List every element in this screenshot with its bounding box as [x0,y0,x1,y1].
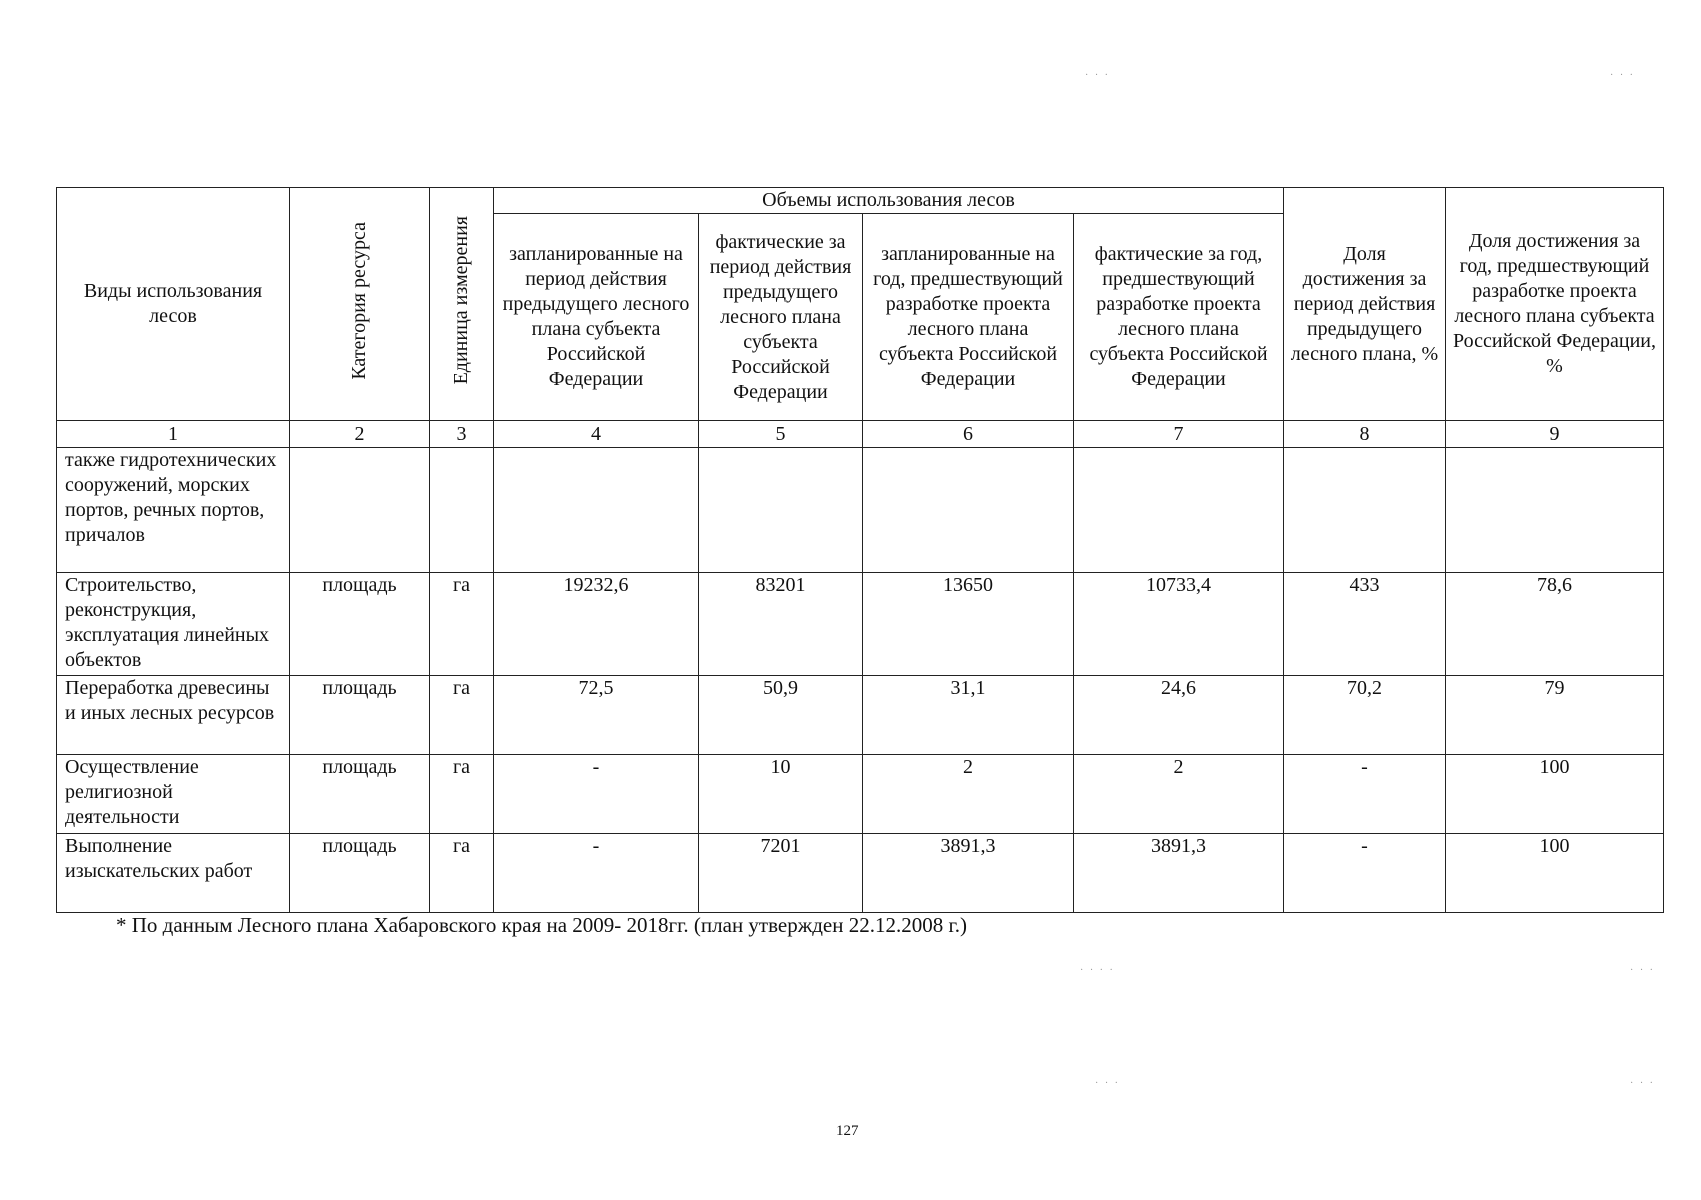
cell-share-year: 100 [1446,755,1664,834]
cell-planned-period: - [494,834,699,913]
cell-unit: га [430,573,494,676]
table-row [57,834,1664,913]
column-number: 2 [290,421,430,448]
page-number: 127 [836,1123,859,1139]
header-resource-category: Категория ресурса [290,188,430,421]
cell-actual-period: 10 [699,755,863,834]
column-number: 3 [430,421,494,448]
cell-actual-year: 10733,4 [1074,573,1284,676]
cell-planned-period: 19232,6 [494,573,699,676]
header-share-year: Доля достижения за год, предшествующий разработке проекта лесного плана субъекта Российской Федерации, % [1446,188,1664,421]
scan-artifact: · · · [1085,70,1110,81]
scan-artifact: · · · [1630,965,1655,976]
cell-actual-period: 50,9 [699,676,863,755]
cell-share-year [1446,448,1664,573]
header-planned-year: запланированные на год, предшествующий разработке проекта лесного плана субъекта Российской Федерации [863,214,1074,421]
cell-forest-use-type: Строительство, реконструкция, эксплуатация линейных объектов [57,573,290,676]
cell-actual-period: 7201 [699,834,863,913]
cell-forest-use-type: Осуществление религиозной деятельности [57,755,290,834]
scan-artifact: · · · [1610,70,1635,81]
scan-artifact: · · · [1630,1078,1655,1089]
cell-unit [430,448,494,573]
cell-unit: га [430,834,494,913]
table-row [57,448,1664,573]
cell-share-period: - [1284,834,1446,913]
cell-actual-year: 24,6 [1074,676,1284,755]
column-number: 6 [863,421,1074,448]
cell-share-period [1284,448,1446,573]
header-planned-period: запланированные на период действия предыдущего лесного плана субъекта Российской Федерации [494,214,699,421]
table-row [57,676,1664,755]
column-number: 5 [699,421,863,448]
column-number: 7 [1074,421,1284,448]
scan-artifact: · · · [1095,1078,1120,1089]
cell-resource-category: площадь [290,834,430,913]
cell-planned-year: 3891,3 [863,834,1074,913]
cell-resource-category [290,448,430,573]
cell-actual-year: 3891,3 [1074,834,1284,913]
cell-actual-year [1074,448,1284,573]
cell-forest-use-type: Выполнение изыскательских работ [57,834,290,913]
cell-planned-year [863,448,1074,573]
cell-planned-year: 2 [863,755,1074,834]
cell-planned-year: 31,1 [863,676,1074,755]
cell-resource-category: площадь [290,676,430,755]
cell-actual-year: 2 [1074,755,1284,834]
cell-planned-period: 72,5 [494,676,699,755]
cell-planned-year: 13650 [863,573,1074,676]
cell-planned-period [494,448,699,573]
header-group-volumes: Объемы использования лесов [494,188,1284,214]
header-share-period: Доля достижения за период действия предыдущего лесного плана, % [1284,188,1446,421]
cell-actual-period [699,448,863,573]
column-number: 4 [494,421,699,448]
cell-forest-use-type: также гидротехнических сооружений, морских портов, речных портов, причалов [57,448,290,573]
cell-share-year: 79 [1446,676,1664,755]
cell-share-period: - [1284,755,1446,834]
cell-actual-period: 83201 [699,573,863,676]
column-number: 8 [1284,421,1446,448]
column-number: 1 [57,421,290,448]
cell-share-year: 100 [1446,834,1664,913]
cell-unit: га [430,755,494,834]
header-forest-use-type: Виды использования лесов [57,188,290,421]
scan-artifact: · · · · [1080,965,1115,976]
table-row [57,573,1664,676]
table-row [57,755,1664,834]
column-number: 9 [1446,421,1664,448]
cell-share-year: 78,6 [1446,573,1664,676]
cell-unit: га [430,676,494,755]
cell-resource-category: площадь [290,573,430,676]
cell-share-period: 433 [1284,573,1446,676]
header-actual-year: фактические за год, предшествующий разработке проекта лесного плана субъекта Российской Федерации [1074,214,1284,421]
forest-use-table [56,187,1664,913]
cell-forest-use-type: Переработка древесины и иных лесных ресурсов [57,676,290,755]
cell-resource-category: площадь [290,755,430,834]
header-unit-of-measure: Единица измерения [430,188,494,421]
cell-share-period: 70,2 [1284,676,1446,755]
footnote: * По данным Лесного плана Хабаровского края на 2009- 2018гг. (план утвержден 22.12.2008 г.) [116,913,967,937]
header-actual-period: фактические за период действия предыдущего лесного плана субъекта Российской Федерации [699,214,863,421]
cell-planned-period: - [494,755,699,834]
